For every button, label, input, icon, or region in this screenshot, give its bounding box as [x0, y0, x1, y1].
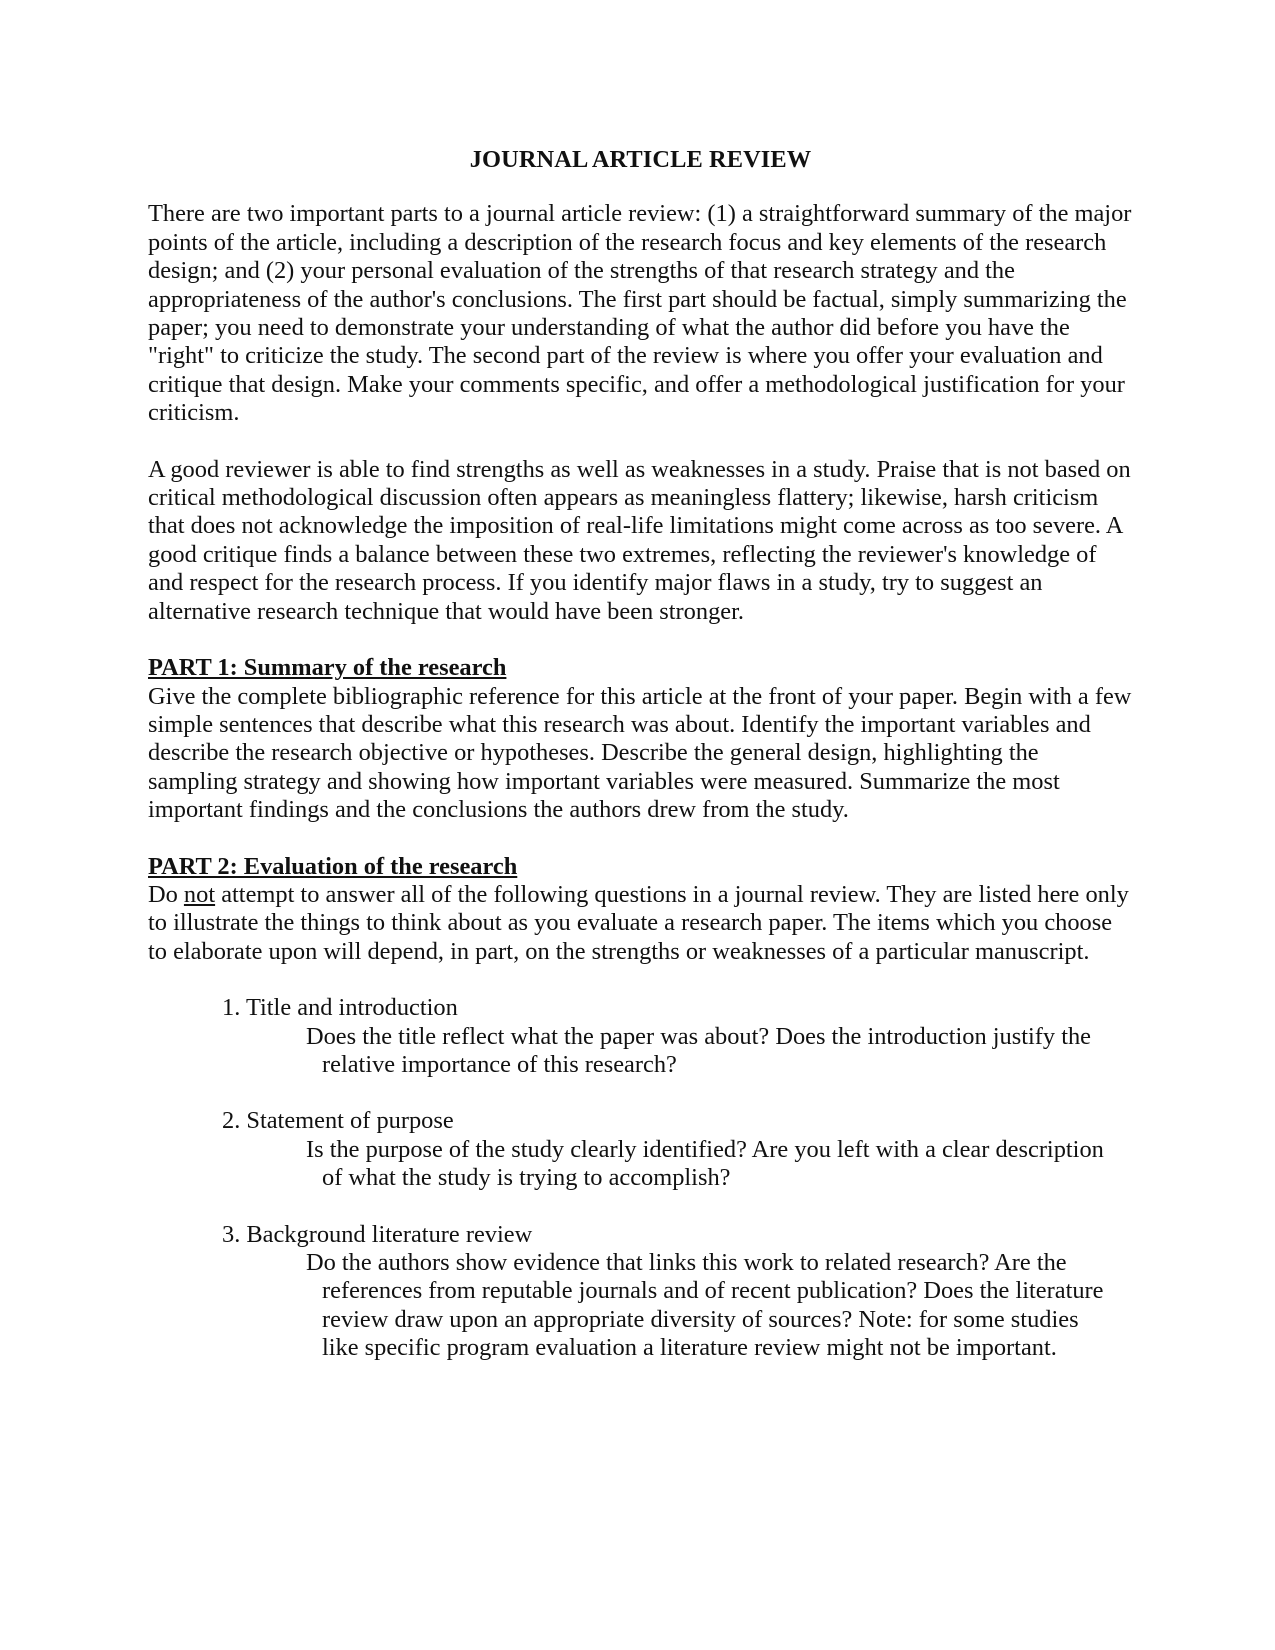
part2-body-rest: attempt to answer all of the following questions in a journal review. They are listed here only to illustrate the things to think about as you evaluate a research paper. The items which you choose to elaborate upon will depend, in part, on the strengths or weaknesses of a particular manuscript.: [148, 880, 1129, 965]
evaluation-list: [148, 994, 1133, 1362]
list-item-title: 3. Background literature review: [222, 1220, 533, 1248]
list-item-title: 2. Statement of purpose: [222, 1107, 454, 1135]
list-item: [148, 994, 1133, 1079]
list-item-body: Do the authors show evidence that links this work to related research? Are the references from reputable journals and of recent publication? Does the literature review draw upon an appropriate diversity of sources? Note: for some studies like specific program evaluation a literature review might not be important.: [306, 1249, 1104, 1362]
document-title: JOURNAL ARTICLE REVIEW: [469, 146, 812, 173]
reviewer-paragraph: A good reviewer is able to find strengths as well as weaknesses in a study. Praise that is not based on critical methodological discussion often appears as meaningless flattery; likewise, harsh criticism that does not acknowledge the imposition of real-life limitations might come across as too severe. A good critique finds a balance between these two extremes, reflecting the reviewer's knowledge of and respect for the research process. If you identify major flaws in a study, try to suggest an alternative research technique that would have been stronger.: [148, 455, 1131, 625]
part2-heading: PART 2: Evaluation of the research: [148, 852, 518, 880]
part2-body-emphasis: not: [183, 880, 216, 908]
part2-body: [148, 881, 1133, 966]
intro-paragraph: There are two important parts to a journal article review: (1) a straightforward summary of the major points of the article, including a description of the research focus and key elements of the research design; and (2) your personal evaluation of the strengths of that research strategy and the appropriateness of the author's conclusions. The first part should be factual, simply summarizing the paper; you need to demonstrate your understanding of what the author did before you have the "right" to criticize the study. The second part of the review is where you offer your evaluation and critique that design. Make your comments specific, and offer a methodological justification for your criticism.: [148, 200, 1132, 427]
list-item-body: Is the purpose of the study clearly identified? Are you left with a clear description of what the study is trying to accomplish?: [306, 1135, 1104, 1192]
list-item-body: Does the title reflect what the paper was about? Does the introduction justify the relative importance of this research?: [306, 1022, 1092, 1078]
part1-section: [148, 654, 1133, 824]
document-page: [148, 146, 1133, 1391]
part2-body-start: Do: [148, 880, 184, 908]
list-item: [148, 1107, 1133, 1192]
part1-body: Give the complete bibliographic reference for this article at the front of your paper. Begin with a few simple sentences that describe what this research was about. Identify the important variables and describe the research objective or hypotheses. Describe the general design, highlighting the sampling strategy and showing how important variables were measured. Summarize the most important findings and the conclusions the authors drew from the study.: [148, 682, 1132, 824]
part1-heading: PART 1: Summary of the research: [148, 654, 507, 682]
list-item: [148, 1221, 1133, 1363]
part2-section: [148, 853, 1133, 967]
list-item-title: 1. Title and introduction: [222, 994, 458, 1022]
